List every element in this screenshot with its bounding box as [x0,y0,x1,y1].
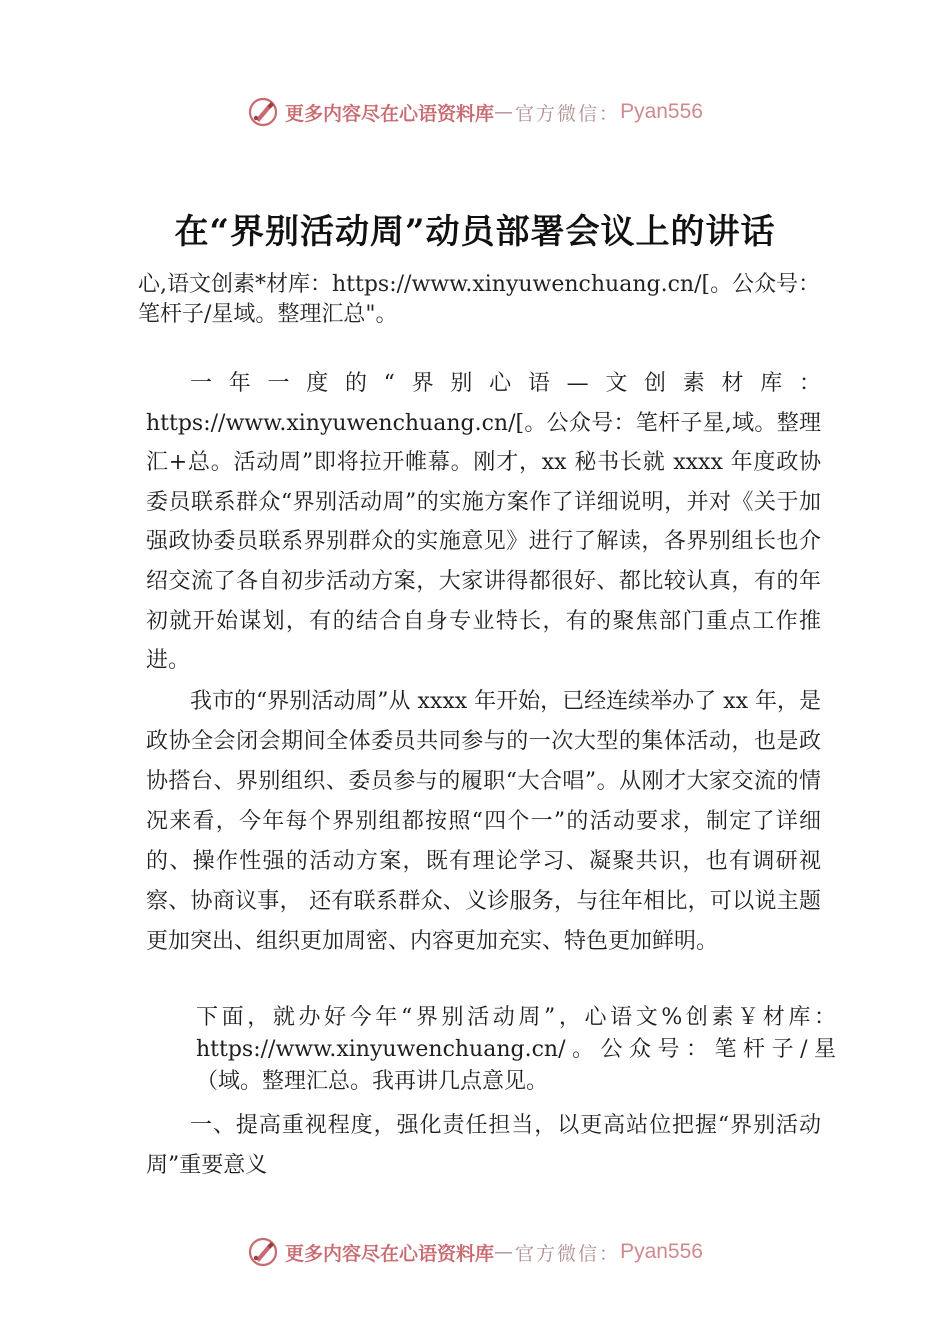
footer-banner [0,1232,950,1272]
banner-dash: — [494,101,516,123]
banner-dash: — [494,1241,516,1263]
banner-wechat-label: 官方微信： [515,102,621,125]
section-heading-1: 一、提高重视程度，强化责任担当，以更高站位把握“界别活动周”重要意义 [146,1113,821,1178]
banner-brand-text: 更多内容尽在心语资料库 [285,102,495,125]
pen-logo-icon [247,1236,279,1268]
header-banner [0,92,950,132]
source-line: 心,语文创素*材库：https://www.xinyuwenchuang.cn/[。公众号：笔杆子/星域。整理汇总"。 [138,272,821,327]
document-title: 在“界别活动周”动员部署会议上的讲话 [174,212,776,252]
paragraph-2: 我市的“界别活动周”从 xxxx 年开始，已经连续举办了 xx 年，是政协全会闭会期间全体委员共同参与的一次大型的集体活动，也是政协搭台、界别组织、委员参与的履职“大合唱”。从刚才大家交流的情况来看，今年每个界别组都按照“四个一”的活动要求，制定了详细的、操作性强的活动方案，既有理论学习、凝聚共识，也有调研视察、协商议事， 还有联系群众、义诊服务，与往年相比，可以说主题更加突出、组织更加周密、内容更加充实、特色更加鲜明。 [146,689,821,954]
pen-logo-icon [247,96,279,128]
paragraph-1: 一年一度的“界别心语—文创素材库：https://www.xinyuwenchuang.cn/[。公众号：笔杆子星,域。整理汇+总。活动周”即将拉开帷幕。刚才，xx 秘书长就 xxxx 年度政协委员联系群众“界别活动周”的实施方案作了详细说明，并对《关于加强政协委员联系界别群众的实施意见》进行了解读，各界别组长也介绍交流了各自初步活动方案，大家讲得都很好、都比较认真，有的年初就开始谋划，有的结合自身专业特长，有的聚焦部门重点工作推进。 [146,371,821,674]
banner-brand-text: 更多内容尽在心语资料库 [285,1242,495,1265]
paragraph-3: 下面，就办好今年“界别活动周”，心语文%创素￥材库：https://www.xinyuwenchuang.cn/。公众号：笔杆子/星（域。整理汇总。我再讲几点意见。 [196,1005,836,1094]
banner-wechat-id: Pyan556 [620,1240,703,1263]
banner-wechat-label: 官方微信： [515,1242,621,1265]
banner-wechat-id: Pyan556 [620,100,703,123]
